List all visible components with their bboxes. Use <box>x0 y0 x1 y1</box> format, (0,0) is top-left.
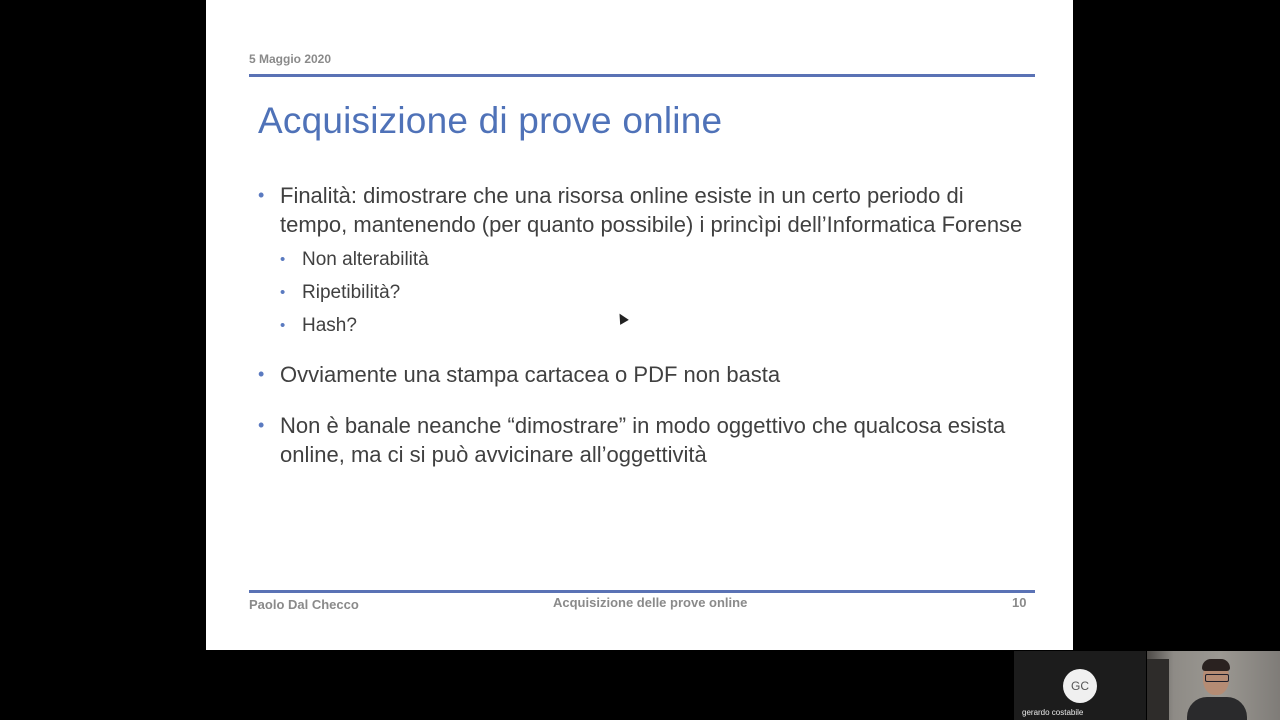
bullet-item <box>256 411 1036 469</box>
video-person-body <box>1187 697 1247 720</box>
bullet-icon: • <box>280 251 286 268</box>
sub-bullet-text: Ripetibilità? <box>302 282 401 303</box>
bullet-text: Finalità: dimostrare che una risorsa online esiste in un certo periodo di tempo, mantenendo (per quanto possibile) i princìpi dell’Informatica Forense <box>280 183 1023 237</box>
bullet-item <box>256 360 1036 389</box>
footer-author: Paolo Dal Checco <box>249 597 359 612</box>
footer-title: Acquisizione delle prove online <box>553 595 748 610</box>
video-person-hair <box>1202 659 1230 671</box>
sub-bullet-item <box>256 313 1036 338</box>
participant-tile[interactable] <box>1014 651 1146 720</box>
video-person-glasses <box>1205 674 1229 682</box>
bullet-icon: • <box>280 317 286 334</box>
sub-bullet-item <box>256 247 1036 272</box>
presentation-slide <box>206 0 1073 650</box>
footer-divider <box>249 590 1035 593</box>
bullet-icon: • <box>258 415 265 435</box>
bullet-icon: • <box>280 284 286 301</box>
slide-content <box>256 181 1036 469</box>
sub-bullet-text: Hash? <box>302 315 357 336</box>
bullet-icon: • <box>258 185 265 205</box>
bullet-icon: • <box>258 364 265 384</box>
bullet-item <box>256 181 1036 239</box>
participant-video-tile[interactable] <box>1147 651 1280 720</box>
sub-bullet-item <box>256 280 1036 305</box>
bullet-text: Non è banale neanche “dimostrare” in modo oggettivo che qualcosa esista online, ma ci si può avvicinare all’oggettività <box>280 413 1006 467</box>
header-divider <box>249 74 1035 77</box>
bullet-text: Ovviamente una stampa cartacea o PDF non basta <box>280 362 781 387</box>
participant-name: gerardo costabile <box>1022 708 1084 717</box>
sub-bullet-text: Non alterabilità <box>302 249 429 270</box>
page-number: 10 <box>1012 595 1027 610</box>
video-window-frame <box>1147 659 1169 720</box>
slide-date: 5 Maggio 2020 <box>249 52 332 66</box>
participant-avatar: GC <box>1063 669 1097 703</box>
slide-title: Acquisizione di prove online <box>258 100 723 141</box>
